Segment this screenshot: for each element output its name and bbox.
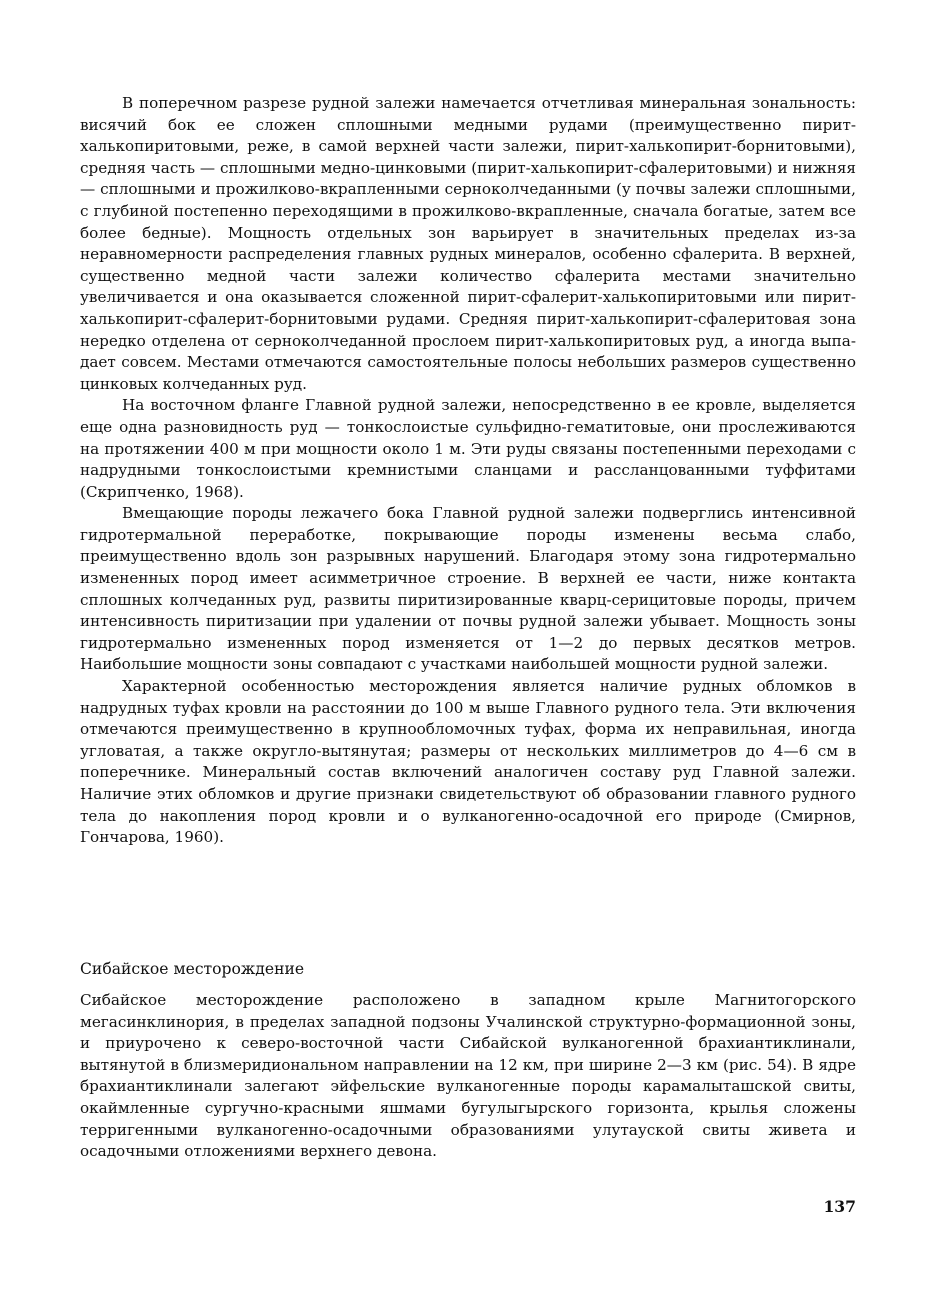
page-number: 137 [823,1197,856,1216]
body-text [80,93,856,849]
paragraph-host-rocks: Вмещающие породы лежачего бока Главной рудной залежи подверглись интенсивной гидротермальной переработке, покрывающие породы изменены весьма слабо, преимущественно вдоль зон разрывных нарушений. Благодаря этому зона гидротермально измененных пород имеет асимметричное строение. В верхней ее части, ниже контакта сплошных колчеданных руд, развиты пиритизированные кварц-серицитовые породы, причем интенсивность пиритизации при удалении от почвы рудной залежи убывает. Мощность зоны гидротермально измененных пород изменяется от 1—2 до первых десятков метров. Наибольшие мощности зоны совпадают с участками наибольшей мощности рудной залежи. [80,504,856,674]
paragraph-eastern-flank: На восточном фланге Главной рудной залежи, непосредственно в ее кровле, выделяется еще одна разновидность руд — тонкослоистые сульфидно-гематитовые, они прослеживаются на протяжении 400 м при мощности около 1 м. Эти руды связаны постепенными переходами с надрудными тонкослоистыми кремнистыми сланцами и рассланцованными туффитами (Скрипченко, 1968). [80,396,856,501]
section-body [80,990,856,1163]
paragraph-mineral-zoning: В поперечном разрезе рудной залежи намечается отчетливая минеральная зональность: висячий бок ее сложен сплошными медными рудами (преимущественно пирит-халькопиритовыми, реже, в самой верхней части залежи, пирит-халькопирит-борнитовыми), средняя часть — сплошными медно-цинковыми (пирит-халькопирит-сфалеритовыми) и нижняя — сплошными и прожилково-вкрапленными серноколчеданными (у почвы залежи сплошными, с глубиной постепенно переходящими в прожилково-вкрапленные, сначала богатые, затем все более бедные). Мощность отдельных зон варьирует в значительных пределах из-за неравномерности распределения главных рудных минералов, особенно сфалерита. В верхней, существенно медной части залежи количество сфалерита местами значительно увеличивается и она оказывается сложенной пирит-сфалерит-халькопиритовыми или пирит-халькопирит-сфалерит-борнитовыми рудами. Средняя пирит-халькопирит-сфалеритовая зона нередко отделена от серноколчеданной прослоем пирит-халькопиритовых руд, а иногда выпадает совсем. Местами отмечаются самостоятельные полосы небольших размеров существенно цинковых колчеданных руд. [80,94,856,393]
section-heading: Сибайское месторождение [80,960,305,978]
paragraph-sibay-deposit: Сибайское месторождение расположено в западном крыле Магнитогорского мегасинклинория, в пределах западной подзоны Учалинской структурно-формационной зоны, и приурочено к северо-восточной части Сибайской вулканогенной брахиантиклинали, вытянутой в близмеридиональном направлении на 12 км, при ширине 2—3 км (рис. 54). В ядре брахиантиклинали залегают эйфельские вулканогенные породы карамалыташской свиты, окаймленные сургучно-красными яшмами бугулыгырского горизонта, крылья сложены терригенными вулканогенно-осадочными образованиями улутауской свиты живета и осадочными отложениями верхнего девона. [80,991,856,1161]
paragraph-ore-fragments: Характерной особенностью месторождения является наличие рудных обломков в надрудных туфах кровли на расстоянии до 100 м выше Главного рудного тела. Эти включения отмечаются преимущественно в крупнообломочных туфах, форма их неправильная, иногда угловатая, а также округло-вытянутая; размеры от нескольких миллиметров до 4—6 см в поперечнике. Минеральный состав включений аналогичен составу руд Главной залежи. Наличие этих обломков и другие признаки свидетельствуют об образовании главного рудного тела до накопления пород кровли и о вулканогенно-осадочной его природе (Смирнов, Гончарова, 1960). [80,677,856,847]
